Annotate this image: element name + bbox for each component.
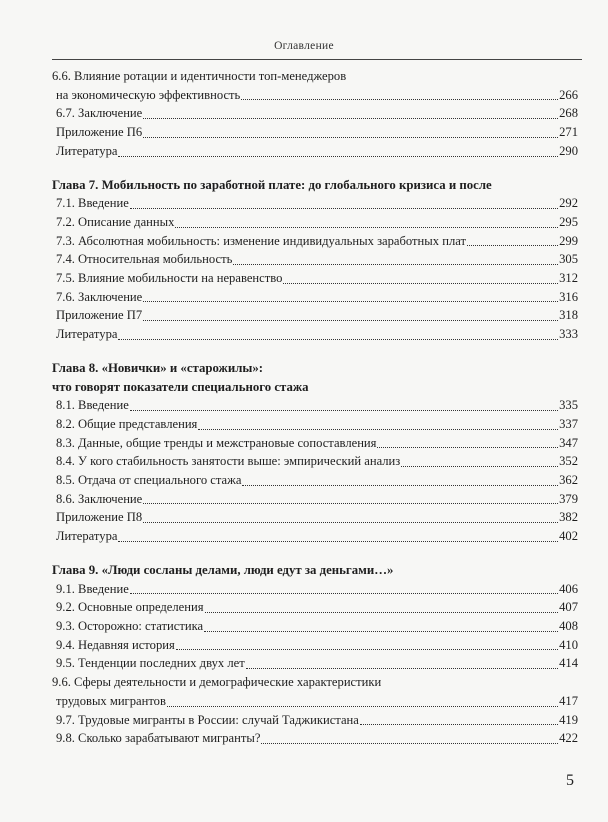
leader-dots — [176, 649, 558, 650]
toc-entry[interactable] — [52, 508, 578, 527]
toc-entry-6-7[interactable] — [52, 104, 578, 123]
toc-entry[interactable] — [52, 654, 578, 673]
toc-page-number: 408 — [559, 618, 578, 633]
page-number: 5 — [566, 772, 574, 789]
leader-dots — [261, 743, 558, 744]
toc-page-number: 419 — [559, 712, 578, 727]
toc-entry-title: 7.3. Абсолютная мобильность: изменение индивидуальных заработных плат — [56, 233, 466, 248]
toc-entry-title: на экономическую эффективность — [56, 87, 241, 102]
toc-entry-literature-6[interactable] — [52, 142, 578, 161]
toc-page-number: 347 — [559, 435, 578, 450]
toc-entry-title: 8.1. Введение — [56, 398, 129, 413]
toc-entry-title: 6.7. Заключение — [56, 106, 143, 121]
toc-page-number: 352 — [559, 454, 578, 469]
leader-dots — [118, 339, 558, 340]
toc-page-number: 316 — [559, 289, 578, 304]
leader-dots — [143, 137, 558, 138]
toc-entry-title: 7.4. Относительная мобильность — [56, 252, 233, 267]
toc-entry[interactable] — [52, 452, 578, 471]
toc-page-number: 271 — [559, 125, 578, 140]
leader-dots — [204, 631, 558, 632]
toc-entry[interactable] — [52, 471, 578, 490]
chapter-8-heading[interactable]: Глава 8. «Новички» и «старожилы»: — [52, 360, 264, 375]
toc-page-number: 382 — [559, 510, 578, 525]
leader-dots — [377, 447, 558, 448]
toc-entry[interactable] — [52, 617, 578, 636]
header-divider — [52, 59, 582, 60]
toc-entry[interactable] — [52, 306, 578, 325]
toc-entry[interactable] — [52, 213, 578, 232]
leader-dots — [143, 522, 558, 523]
toc-page-number: 266 — [559, 87, 578, 102]
leader-dots — [233, 264, 558, 265]
toc-page-number: 295 — [559, 214, 578, 229]
toc-entry-6-6-line1 — [52, 67, 578, 86]
chapter-8-heading-line2[interactable]: что говорят показатели специального стажа — [52, 379, 309, 394]
leader-dots — [143, 503, 558, 504]
toc-entry-title: Приложение П7 — [56, 308, 143, 323]
toc-entry[interactable] — [52, 434, 578, 453]
leader-dots — [246, 668, 558, 669]
toc-page-number: 299 — [559, 233, 578, 248]
leader-dots — [283, 283, 558, 284]
leader-dots — [118, 156, 558, 157]
leader-dots — [118, 541, 558, 542]
toc-entry-title: 9.1. Введение — [56, 581, 129, 596]
toc-entry[interactable] — [52, 269, 578, 288]
toc-entry[interactable] — [52, 729, 578, 748]
toc-entry[interactable] — [52, 527, 578, 546]
table-of-contents — [52, 67, 578, 748]
toc-entry-title: Литература — [56, 529, 118, 544]
leader-dots — [143, 118, 558, 119]
toc-entry[interactable] — [52, 711, 578, 730]
toc-entry-title: Литература — [56, 143, 118, 158]
toc-page-number: 292 — [559, 196, 578, 211]
toc-entry-title: 8.6. Заключение — [56, 491, 143, 506]
toc-entry[interactable] — [52, 250, 578, 269]
toc-page-number: 333 — [559, 327, 578, 342]
toc-entry-appendix-p6[interactable] — [52, 123, 578, 142]
toc-entry-title: 7.5. Влияние мобильности на неравенство — [56, 271, 283, 286]
toc-entry[interactable] — [52, 692, 578, 711]
toc-entry-6-6[interactable] — [52, 86, 578, 105]
leader-dots — [130, 593, 558, 594]
toc-entry-title: 8.3. Данные, общие тренды и межстрановые сопоставления — [56, 435, 377, 450]
toc-page-number: 379 — [559, 491, 578, 506]
leader-dots — [143, 320, 558, 321]
toc-page-number: 417 — [559, 693, 578, 708]
toc-entry-title: 6.6. Влияние ротации и идентичности топ-менеджеров — [52, 69, 347, 83]
leader-dots — [130, 208, 558, 209]
leader-dots — [401, 466, 558, 467]
toc-entry-title: 9.6. Сферы деятельности и демографические характеристики — [52, 675, 382, 690]
leader-dots — [360, 724, 558, 725]
toc-entry-title: 9.5. Тенденции последних двух лет — [56, 656, 245, 671]
toc-entry-title: 8.4. У кого стабильность занятости выше: эмпирический анализ — [56, 454, 401, 469]
toc-entry-title: 9.8. Сколько зарабатывают мигранты? — [56, 731, 261, 746]
toc-entry[interactable] — [52, 396, 578, 415]
toc-entry-title: 7.2. Описание данных — [56, 214, 175, 229]
toc-entry-title: 9.2. Основные определения — [56, 600, 204, 615]
toc-page-number: 337 — [559, 416, 578, 431]
toc-entry-title: Приложение П6 — [56, 125, 143, 140]
toc-page-number: 305 — [559, 252, 578, 267]
toc-entry-title: Литература — [56, 327, 118, 342]
toc-entry-title: 7.1. Введение — [56, 196, 129, 211]
leader-dots — [175, 227, 558, 228]
toc-entry[interactable] — [52, 232, 578, 251]
toc-entry-title: Приложение П8 — [56, 510, 143, 525]
toc-page-number: 402 — [559, 529, 578, 544]
leader-dots — [467, 245, 558, 246]
toc-entry-title: 7.6. Заключение — [56, 289, 143, 304]
toc-entry-line1 — [52, 673, 578, 692]
toc-entry[interactable] — [52, 580, 578, 599]
toc-entry[interactable] — [52, 194, 578, 213]
chapter-9-heading[interactable]: Глава 9. «Люди сосланы делами, люди едут за деньгами…» — [52, 562, 394, 577]
toc-entry[interactable] — [52, 598, 578, 617]
leader-dots — [241, 99, 558, 100]
toc-entry[interactable] — [52, 415, 578, 434]
toc-page-number: 335 — [559, 398, 578, 413]
toc-page-number: 268 — [559, 106, 578, 121]
toc-page-number: 312 — [559, 271, 578, 286]
toc-entry-title: 8.5. Отдача от специального стажа — [56, 473, 242, 488]
leader-dots — [242, 485, 558, 486]
toc-page-number: 422 — [559, 731, 578, 746]
leader-dots — [205, 612, 559, 613]
toc-entry-title: 9.3. Осторожно: статистика — [56, 618, 204, 633]
toc-entry-title: 8.2. Общие представления — [56, 416, 198, 431]
leader-dots — [167, 706, 558, 707]
toc-entry-title: 9.4. Недавняя история — [56, 637, 175, 652]
toc-entry-title: трудовых мигрантов — [56, 693, 166, 708]
toc-page-number: 362 — [559, 473, 578, 488]
toc-entry-title: 9.7. Трудовые мигранты в России: случай Таджикистана — [56, 712, 359, 727]
toc-page-number: 318 — [559, 308, 578, 323]
toc-entry[interactable] — [52, 325, 578, 344]
toc-entry[interactable] — [52, 636, 578, 655]
leader-dots — [130, 410, 558, 411]
running-header: Оглавление — [274, 40, 334, 52]
toc-page-number: 414 — [559, 656, 578, 671]
toc-page-number: 407 — [559, 600, 578, 615]
toc-entry[interactable] — [52, 288, 578, 307]
toc-entry[interactable] — [52, 490, 578, 509]
chapter-7-heading[interactable]: Глава 7. Мобильность по заработной плате: до глобального кризиса и после — [52, 177, 492, 192]
leader-dots — [143, 301, 558, 302]
toc-page-number: 290 — [559, 143, 578, 158]
toc-page-number: 406 — [559, 581, 578, 596]
leader-dots — [198, 429, 558, 430]
toc-page-number: 410 — [559, 637, 578, 652]
